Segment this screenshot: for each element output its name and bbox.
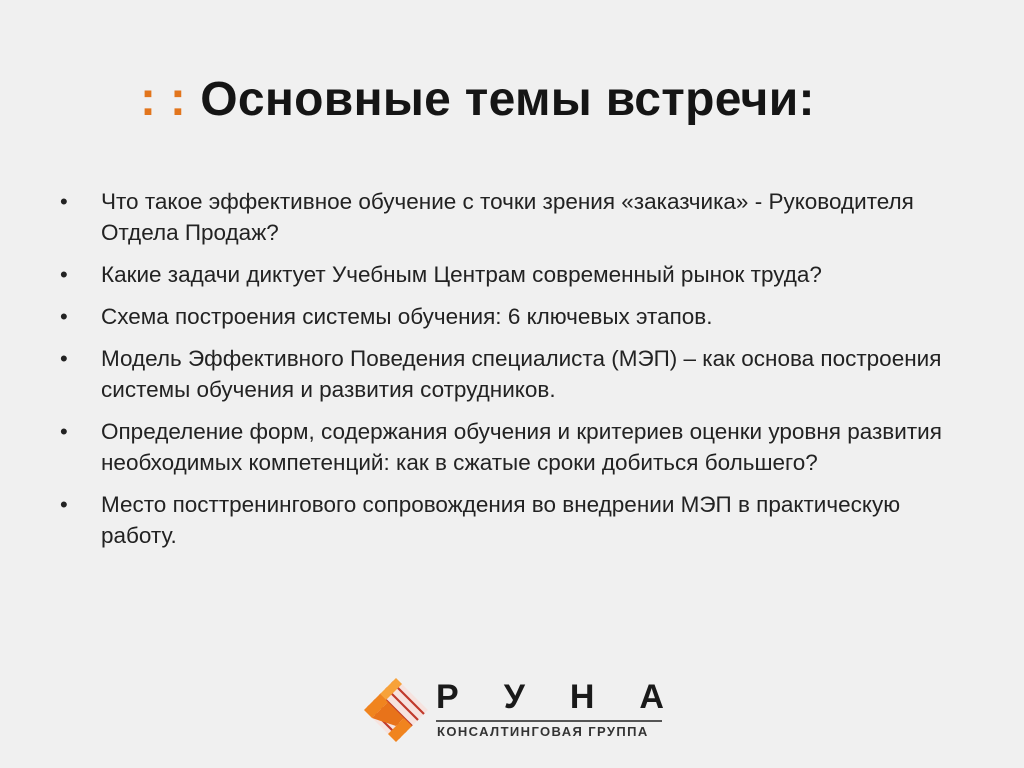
logo-letter: А	[639, 678, 664, 716]
bullet-text: Схема построения системы обучения: 6 ключевых этапов.	[101, 304, 713, 329]
bullet-text: Какие задачи диктует Учебным Центрам современный рынок труда?	[101, 262, 822, 287]
logo-name	[436, 678, 664, 716]
logo-subtitle: КОНСАЛТИНГОВАЯ ГРУППА	[437, 724, 649, 739]
bullet-icon: •	[60, 492, 68, 517]
bullet-item	[60, 416, 960, 478]
bullet-text: Модель Эффективного Поведения специалиста (МЭП) – как основа построения системы обучения и развития сотрудников.	[101, 346, 942, 402]
logo-letter: Н	[569, 678, 595, 716]
bullet-text: Что такое эффективное обучение с точки зрения «заказчика» - Руководителя Отдела Продаж?	[101, 189, 914, 245]
bullet-text: Определение форм, содержания обучения и критериев оценки уровня развития необходимых компетенций: как в сжатые сроки добиться большего?	[101, 419, 942, 475]
bullet-list	[60, 186, 960, 562]
slide-title	[140, 72, 815, 127]
bullet-item	[60, 489, 960, 551]
runa-diamond-logo-icon	[358, 676, 430, 746]
logo-letter: У	[503, 678, 525, 716]
title-text: Основные темы встречи:	[200, 73, 815, 126]
bullet-icon: •	[60, 304, 68, 329]
logo-letter: Р	[436, 678, 459, 716]
bullet-icon: •	[60, 189, 68, 214]
logo-divider	[436, 720, 662, 722]
bullet-item	[60, 301, 960, 332]
bullet-icon: •	[60, 346, 68, 371]
bullet-item	[60, 343, 960, 405]
company-logo	[358, 676, 664, 746]
bullet-item	[60, 186, 960, 248]
title-mark: : :	[140, 73, 187, 126]
bullet-icon: •	[60, 262, 68, 287]
bullet-text: Место посттренингового сопровождения во внедрении МЭП в практическую работу.	[101, 492, 901, 548]
bullet-icon: •	[60, 419, 68, 444]
bullet-item	[60, 259, 960, 290]
